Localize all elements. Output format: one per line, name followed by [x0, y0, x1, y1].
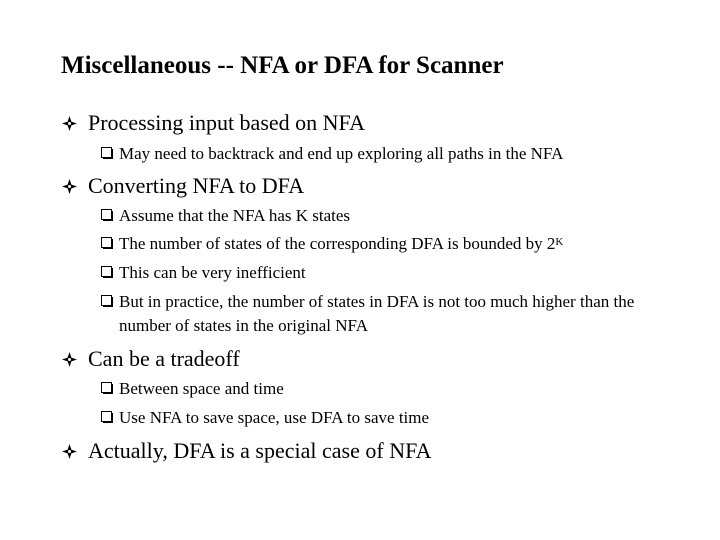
diamond-star-bullet-icon: [62, 116, 77, 131]
hollow-square-bullet-icon: [101, 411, 113, 423]
hollow-square-bullet-icon: [101, 209, 113, 221]
bullet-point-3: [62, 346, 240, 372]
bullet-point-text: Can be a tradeoff: [88, 346, 240, 371]
sub-bullet-text: Assume that the NFA has K states: [119, 206, 351, 225]
sub-bullet-2-4: [101, 290, 679, 338]
sub-bullet-2-2: [101, 232, 563, 256]
sub-bullet-2-1: [101, 204, 350, 228]
sub-bullet-text: But in practice, the number of states in DFA is not too much higher than the number of states in the original NFA: [119, 292, 635, 335]
slide-title: Miscellaneous -- NFA or DFA for Scanner: [61, 52, 504, 79]
hollow-square-bullet-icon: [101, 295, 113, 307]
bullet-point-text: Processing input based on NFA: [88, 110, 366, 135]
diamond-star-bullet-icon: [62, 352, 77, 367]
bullet-point-1: [62, 110, 365, 136]
bullet-point-text: Converting NFA to DFA: [88, 173, 305, 198]
sub-bullet-text: The number of states of the corresponding DFA is bounded by $2^K$: [119, 234, 564, 253]
bullet-point-text: Actually, DFA is a special case of NFA: [88, 438, 432, 463]
sub-bullet-text: This can be very inefficient: [119, 263, 306, 282]
sub-bullet-1-1: [101, 142, 563, 166]
bullet-point-2: [62, 173, 304, 199]
sub-bullet-text: Between space and time: [119, 379, 284, 398]
sub-bullet-3-1: [101, 377, 284, 401]
sub-bullet-text: May need to backtrack and end up exploring all paths in the NFA: [119, 144, 564, 163]
hollow-square-bullet-icon: [101, 266, 113, 278]
hollow-square-bullet-icon: [101, 147, 113, 159]
diamond-star-bullet-icon: [62, 444, 77, 459]
superscript-k: K: [555, 236, 564, 248]
hollow-square-bullet-icon: [101, 382, 113, 394]
hollow-square-bullet-icon: [101, 237, 113, 249]
bullet-point-4: [62, 438, 432, 464]
diamond-star-bullet-icon: [62, 179, 77, 194]
sub-bullet-3-2: [101, 406, 429, 430]
sub-bullet-text: Use NFA to save space, use DFA to save time: [119, 408, 430, 427]
sub-bullet-2-3: [101, 261, 306, 285]
